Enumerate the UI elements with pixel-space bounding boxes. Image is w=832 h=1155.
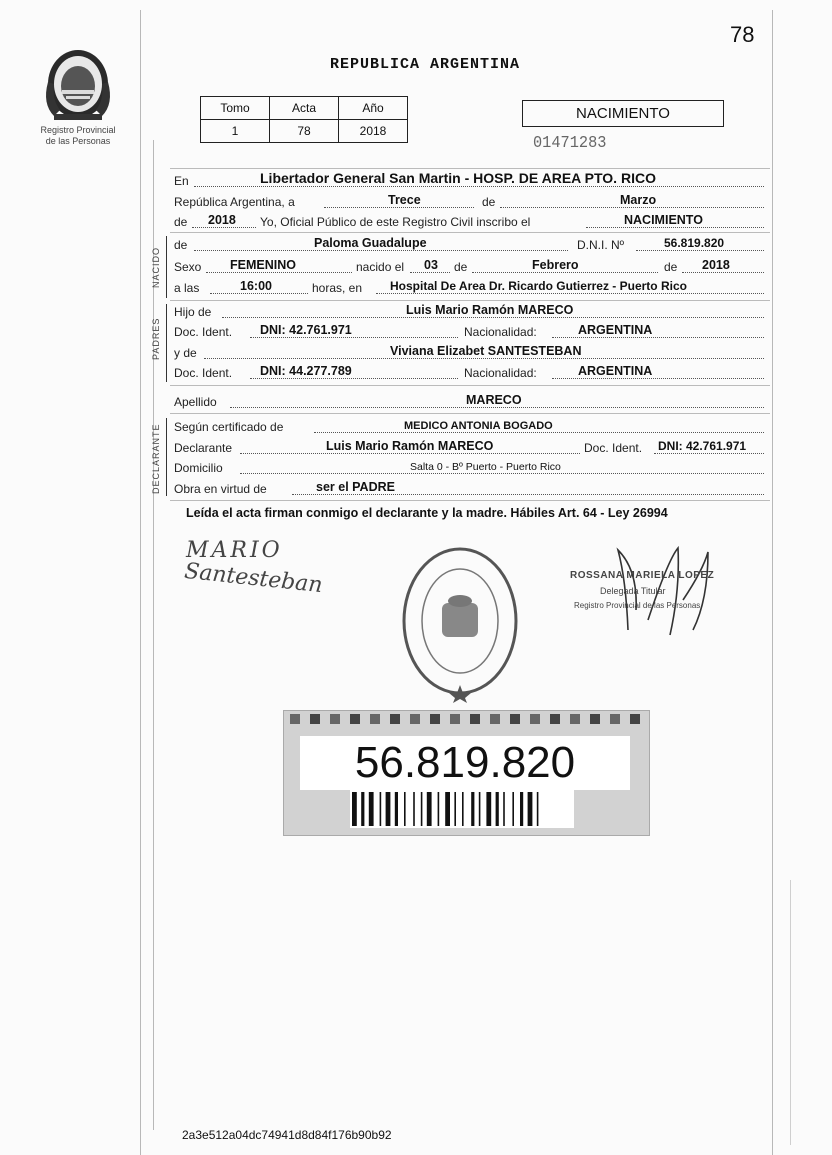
- label-declarante: Declarante: [174, 441, 233, 455]
- divider-declarante: [170, 413, 770, 414]
- value-mother-doc: DNI: 44.277.789: [260, 364, 352, 378]
- value-father-name: Luis Mario Ramón MARECO: [406, 303, 574, 317]
- divider-closing: [170, 500, 770, 501]
- value-acta: 78: [270, 120, 339, 143]
- page-far-right-border: [790, 880, 791, 1145]
- value-day-words: Trece: [388, 193, 421, 207]
- dotted-line: [250, 378, 458, 379]
- value-place: Libertador General San Martin - HOSP. DE AREA PTO. RICO: [260, 170, 656, 186]
- registry-caption-line2: de las Personas: [45, 136, 111, 146]
- declarante-bracket: [166, 418, 167, 496]
- section-label-nacido: NACIDO: [151, 246, 161, 288]
- label-en: En: [174, 174, 189, 188]
- row-declarante: [174, 437, 766, 456]
- row-mother-doc: [174, 362, 766, 381]
- label-obra: Obra en virtud de: [174, 482, 267, 496]
- value-birth-day: 03: [424, 258, 438, 272]
- value-birth-place: Hospital De Area Dr. Ricardo Gutierrez - Puerto Rico: [390, 279, 687, 293]
- label-sexo: Sexo: [174, 260, 202, 274]
- certificate-type-box: NACIMIENTO: [522, 100, 724, 127]
- dotted-line: [210, 293, 308, 294]
- value-mother-nationality: ARGENTINA: [578, 364, 653, 378]
- row-mother: [174, 342, 766, 361]
- value-certificate-by: MEDICO ANTONIA BOGADO: [404, 420, 553, 432]
- dotted-line: [314, 432, 764, 433]
- dotted-line: [654, 453, 764, 454]
- label-apellido: Apellido: [174, 395, 217, 409]
- label-domicilio: Domicilio: [174, 461, 223, 475]
- label-de3: de: [664, 260, 678, 274]
- value-mother-name: Viviana Elizabet SANTESTEBAN: [390, 344, 582, 358]
- row-domicilio: [174, 457, 766, 476]
- value-inscription-type: NACIMIENTO: [624, 213, 703, 227]
- barcode-number: 56.819.820: [300, 736, 630, 790]
- dotted-line: [292, 494, 764, 495]
- registry-caption-line1: Registro Provincial: [40, 125, 116, 135]
- serial-number: 01471283: [533, 134, 607, 153]
- value-address: Salta 0 - Bº Puerto - Puerto Rico: [410, 461, 561, 473]
- label-a-las: a las: [174, 281, 200, 295]
- registry-caption: [28, 125, 128, 147]
- dotted-line: [410, 272, 450, 273]
- dotted-line: [194, 186, 764, 187]
- dotted-line: [194, 250, 568, 251]
- label-doc-ident-declarante: Doc. Ident.: [584, 441, 643, 455]
- dotted-line: [376, 293, 764, 294]
- value-father-doc: DNI: 42.761.971: [260, 323, 352, 337]
- page-inner-left-border: [153, 140, 154, 1130]
- row-apellido: [174, 391, 766, 410]
- province-emblem-logo: [40, 44, 116, 124]
- padres-bracket: [166, 304, 167, 382]
- value-father-nationality: ARGENTINA: [578, 323, 653, 337]
- value-apellido: MARECO: [466, 393, 522, 407]
- official-seal-stamp: [400, 545, 520, 703]
- label-de2: de: [454, 260, 468, 274]
- value-child-dni: 56.819.820: [664, 236, 725, 250]
- dotted-line: [230, 407, 764, 408]
- dotted-line: [552, 378, 764, 379]
- section-label-padres: PADRES: [151, 317, 161, 360]
- value-anio: 2018: [339, 120, 408, 143]
- row-obra: [174, 478, 766, 497]
- value-birth-year: 2018: [702, 258, 730, 272]
- divider-nacido: [170, 232, 770, 233]
- dotted-line: [222, 317, 764, 318]
- label-doc-ident: Doc. Ident.: [174, 325, 233, 339]
- row-time-place: [174, 277, 766, 296]
- label-dni: D.N.I. Nº: [577, 238, 625, 252]
- sticker-pattern-band: [286, 712, 646, 726]
- row-name: [174, 234, 766, 253]
- value-declarant-name: Luis Mario Ramón MARECO: [326, 439, 494, 453]
- closing-statement: Leída el acta firman conmigo el declarante y la madre. Hábiles Art. 64 - Ley 26994: [186, 506, 668, 520]
- dotted-line: [206, 272, 352, 273]
- label-de: de: [174, 238, 188, 252]
- barcode: [350, 790, 574, 828]
- label-oficial: Yo, Oficial Público de este Registro Civil inscribo el: [260, 215, 531, 229]
- label-certificado: Según certificado de: [174, 420, 284, 434]
- label-hijo-de: Hijo de: [174, 305, 212, 319]
- value-sex: FEMENINO: [230, 258, 296, 272]
- row-certificado: [174, 416, 766, 435]
- reference-value-row: [201, 120, 408, 143]
- value-birth-time: 16:00: [240, 279, 272, 293]
- dotted-line: [204, 358, 764, 359]
- page-left-border: [140, 10, 141, 1155]
- dotted-line: [552, 337, 764, 338]
- nacido-bracket: [166, 236, 167, 298]
- dotted-line: [472, 272, 658, 273]
- value-birth-month: Febrero: [532, 258, 579, 272]
- row-sex-birthdate: [174, 256, 766, 275]
- divider-top: [170, 168, 770, 169]
- page-right-border: [772, 10, 773, 1155]
- value-tomo: 1: [201, 120, 270, 143]
- document-hash: 2a3e512a04dc74941d8d84f176b90b92: [182, 1128, 392, 1142]
- value-year: 2018: [208, 213, 236, 227]
- divider-apellido: [170, 385, 770, 386]
- label-y-de: y de: [174, 346, 197, 360]
- row-date: [174, 191, 766, 210]
- value-declarant-doc: DNI: 42.761.971: [658, 439, 747, 453]
- label-doc-ident2: Doc. Ident.: [174, 366, 233, 380]
- label-de2: de: [174, 215, 188, 229]
- dotted-line: [500, 207, 764, 208]
- dotted-line: [324, 207, 474, 208]
- dotted-line: [250, 337, 458, 338]
- header-anio: Año: [339, 97, 408, 120]
- header-tomo: Tomo: [201, 97, 270, 120]
- reference-table: [200, 96, 408, 143]
- header-acta: Acta: [270, 97, 339, 120]
- dotted-line: [240, 473, 764, 474]
- signature-declarant: MARIO: [186, 538, 283, 563]
- page-number: 78: [730, 22, 755, 47]
- value-child-name: Paloma Guadalupe: [314, 236, 427, 250]
- value-by-virtue-of: ser el PADRE: [316, 480, 395, 494]
- label-nacionalidad: Nacionalidad:: [464, 325, 537, 339]
- official-organization: Registro Provincial de las Personas: [574, 601, 701, 610]
- section-label-declarante: DECLARANTE: [151, 423, 161, 494]
- official-name: ROSSANA MARIELA LOPEZ: [570, 570, 715, 581]
- dotted-line: [240, 453, 580, 454]
- document-title: REPUBLICA ARGENTINA: [330, 56, 521, 73]
- dotted-line: [636, 250, 764, 251]
- signature-mother: Santesteban: [183, 558, 324, 599]
- label-republica: República Argentina, a: [174, 195, 295, 209]
- label-nacido-el: nacido el: [356, 260, 405, 274]
- dotted-line: [192, 227, 256, 228]
- label-de: de: [482, 195, 496, 209]
- official-role: Delegada Titular: [600, 586, 666, 596]
- dotted-line: [586, 227, 764, 228]
- label-nacionalidad2: Nacionalidad:: [464, 366, 537, 380]
- label-horas-en: horas, en: [312, 281, 363, 295]
- reference-header-row: [201, 97, 408, 120]
- row-place: [174, 170, 766, 189]
- row-year: [174, 211, 766, 230]
- row-father: [174, 301, 766, 320]
- dotted-line: [682, 272, 764, 273]
- row-father-doc: [174, 321, 766, 340]
- value-month: Marzo: [620, 193, 657, 207]
